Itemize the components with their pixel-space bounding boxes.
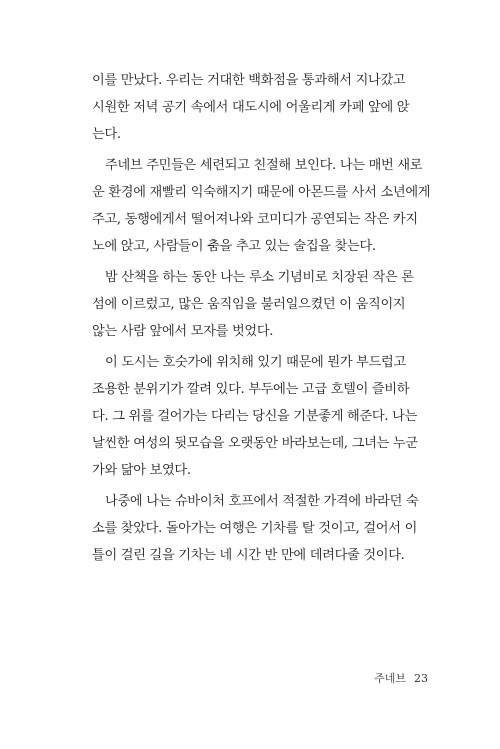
text-line: 틀이 걸린 길을 기차는 네 시간 반 만에 데려다줄 것이다. <box>92 548 405 563</box>
text-line: 시원한 저녁 공기 속에서 대도시에 어울리게 카페 앞에 앉 <box>92 100 410 115</box>
page-number: 23 <box>414 672 428 685</box>
paragraph-3 <box>92 264 434 345</box>
text-line: 섬에 이르렀고, 많은 움직임을 불러일으켰던 이 움직이지 <box>92 297 406 312</box>
text-line: 조용한 분위기가 깔려 있다. 부두에는 고급 호텔이 즐비하 <box>92 382 410 397</box>
text-line: 이를 만났다. 우리는 거대한 백화점을 통과해서 지나갔고 <box>92 73 406 88</box>
text-line: 는다. <box>92 127 121 142</box>
text-line: 주네브 주민들은 세련되고 친절해 보인다. 나는 매번 새로 <box>105 158 423 173</box>
text-line: 운 환경에 재빨리 익숙해지기 때문에 아몬드를 사서 소년에게 <box>92 185 431 200</box>
paragraph-4 <box>92 349 434 484</box>
body-text <box>92 67 434 569</box>
text-line: 날씬한 여성의 뒷모습을 오랫동안 바라보는데, 그녀는 누군 <box>92 436 418 451</box>
text-line: 나중에 나는 슈바이처 호프에서 적절한 가격에 바라던 숙 <box>105 494 419 509</box>
page-footer <box>374 672 428 686</box>
text-line: 소를 찾았다. 돌아가는 여행은 기차를 탈 것이고, 걸어서 이 <box>92 521 418 536</box>
text-line: 않는 사람 앞에서 모자를 벗었다. <box>92 324 274 339</box>
running-head: 주네브 <box>374 672 406 685</box>
text-line: 이 도시는 호숫가에 위치해 있기 때문에 뭔가 부드럽고 <box>105 355 406 370</box>
text-line: 노에 앉고, 사람들이 춤을 추고 있는 술집을 찾는다. <box>92 239 376 254</box>
paragraph-1 <box>92 67 434 148</box>
text-line: 가와 닮아 보였다. <box>92 463 191 478</box>
paragraph-5 <box>92 488 434 569</box>
text-line: 다. 그 위를 걸어가는 다리는 당신을 기분좋게 해준다. 나는 <box>92 409 418 424</box>
text-line: 주고, 동행에게서 떨어져나와 코미디가 공연되는 작은 카지 <box>92 212 418 227</box>
text-line: 밤 산책을 하는 동안 나는 루소 기념비로 치장된 작은 론 <box>105 270 414 285</box>
paragraph-2 <box>92 152 434 260</box>
